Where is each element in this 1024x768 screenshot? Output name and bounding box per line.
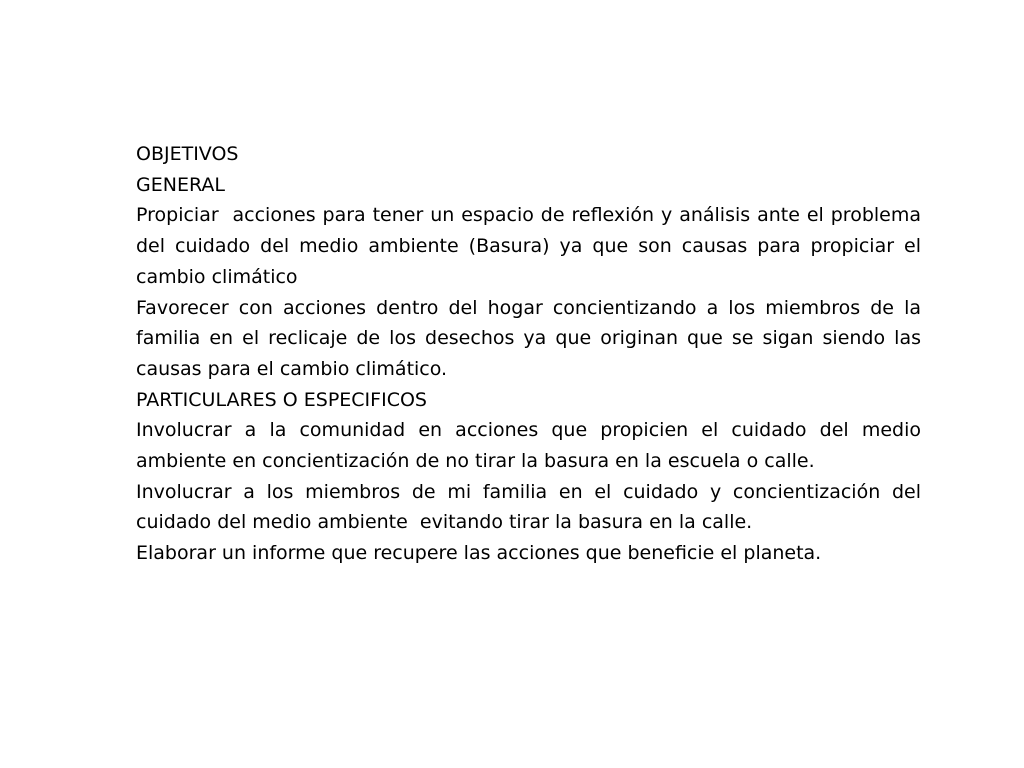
slide-body <box>136 139 928 569</box>
general-objective-1: Propiciar acciones para tener un espacio de reflexión y análisis ante el problema del cuidado del medio ambiente (Basura) ya que son causas para propiciar el cambio climático <box>136 204 928 288</box>
general-heading: GENERAL <box>136 173 225 196</box>
specific-objective-1: Involucrar a la comunidad en acciones que propicien el cuidado del medio ambiente en concientización de no tirar la basura en la escuela o calle. <box>136 419 928 473</box>
specific-objective-3: Elaborar un informe que recupere las acciones que beneficie el planeta. <box>136 542 822 565</box>
specific-heading: PARTICULARES O ESPECIFICOS <box>136 388 427 411</box>
objectives-heading: OBJETIVOS <box>136 143 239 165</box>
general-objective-2: Favorecer con acciones dentro del hogar concientizando a los miembros de la familia en el reclicaje de los desechos ya que originan que se sigan siendo las causas para el cambio climático. <box>136 296 928 380</box>
specific-objective-2: Involucrar a los miembros de mi familia en el cuidado y concientización del cuidado del medio ambiente evitando tirar la basura en la calle. <box>136 480 928 534</box>
